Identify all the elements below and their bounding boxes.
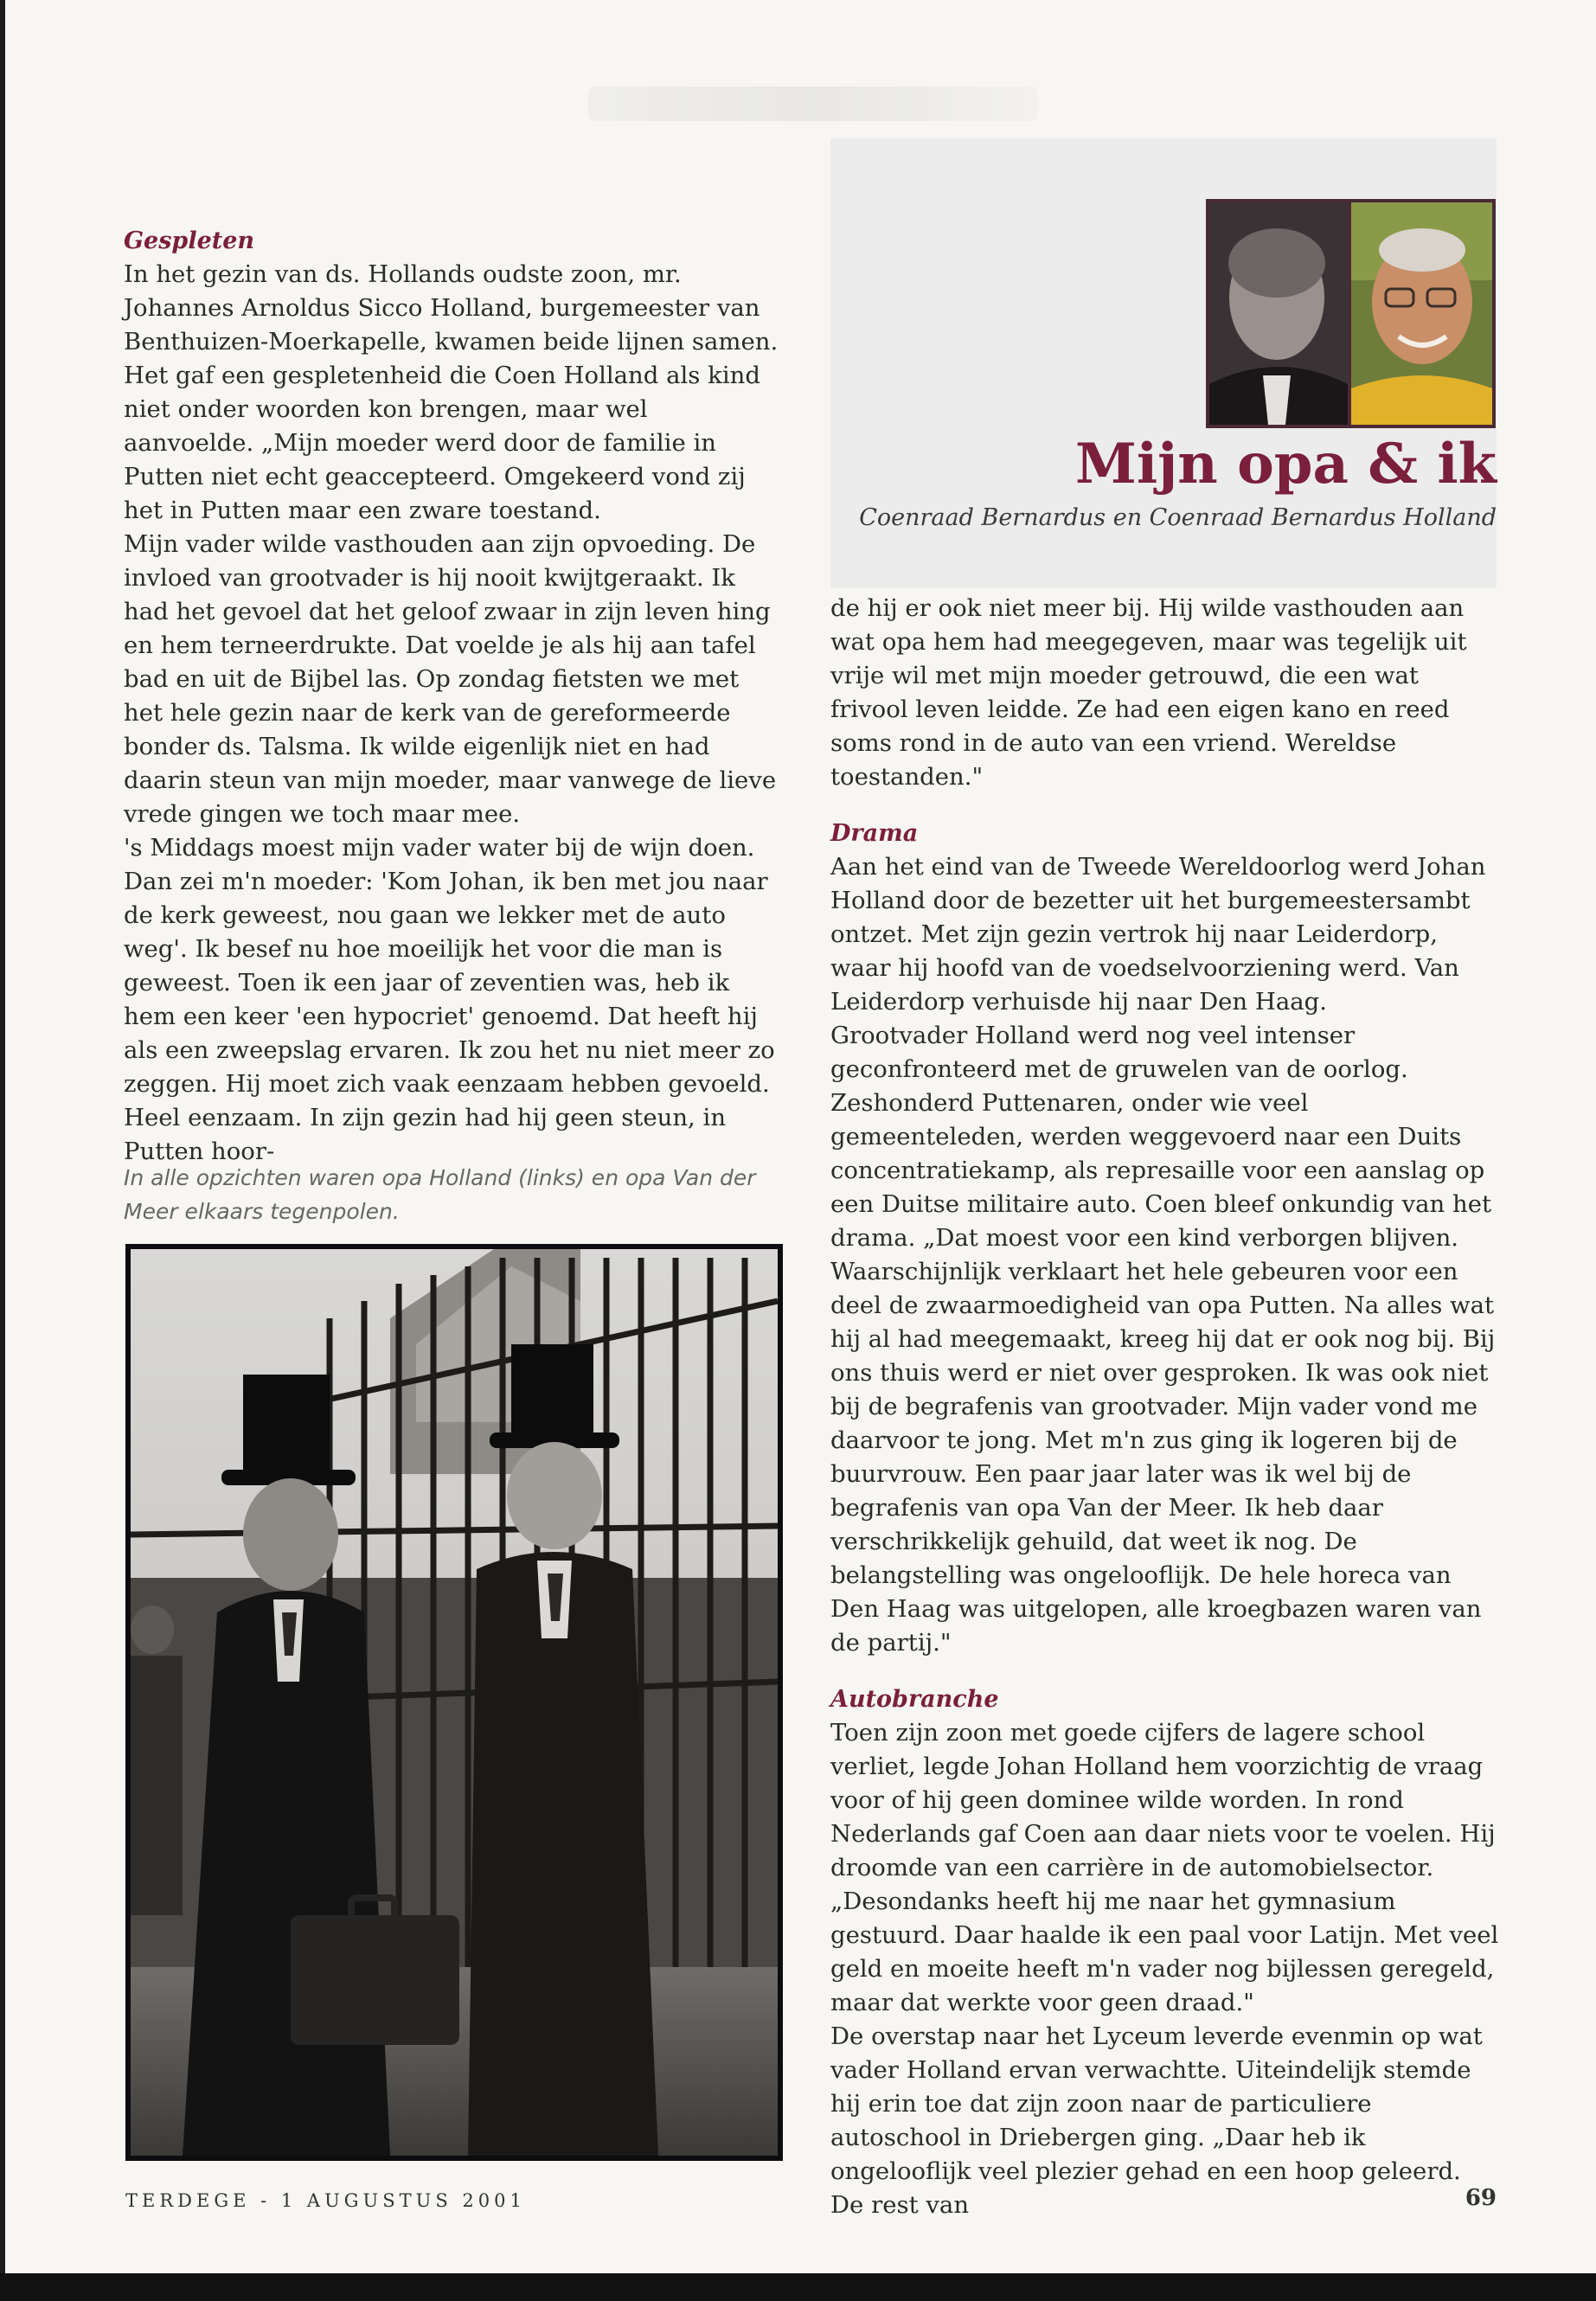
body-paragraph: Mijn vader wilde vasthouden aan zijn opvoeding. De invloed van grootvader is hij nooit kwijtgeraakt. Ik had het gevoel dat het geloof zwaar in zijn leven hing en hem terneerdrukte. Dat voelde je als hij aan tafel bad en uit de Bijbel las. Op zondag fietsten we met het hele gezin naar de kerk van de gereformeerde bonder ds. Talsma. Ik wilde eigenlijk niet en had daarin steun van mijn moeder, maar vanwege de lieve vrede gingen we toch maar mee. — [124, 530, 777, 828]
scan-edge-left — [0, 0, 5, 2301]
portraits-header — [1206, 199, 1496, 428]
body-paragraph: de hij er ook niet meer bij. Hij wilde vasthouden aan wat opa hem had meegegeven, maar was tegelijk uit vrije wil met mijn moeder getrouwd, die een wat frivool leven leidde. Ze had een eigen kano en reed soms rond in de auto van een vriend. Wereldse toestanden." — [830, 594, 1467, 791]
article-title: Mijn opa & ik — [1074, 432, 1497, 497]
page-number: 69 — [1465, 2185, 1497, 2211]
footer-publication: TERDEGE - 1 AUGUSTUS 2001 — [125, 2190, 526, 2211]
spacer — [830, 794, 1501, 817]
section-heading-gespleten: Gespleten — [124, 228, 255, 254]
portrait-grandson — [1351, 202, 1492, 425]
historic-photo — [125, 1244, 783, 2161]
article-subtitle: Coenraad Bernardus en Coenraad Bernardus Holland — [859, 504, 1497, 531]
faded-running-header — [588, 87, 1038, 121]
portrait-grandfather — [1209, 202, 1348, 425]
body-paragraph: In het gezin van ds. Hollands oudste zoon, mr. Johannes Arnoldus Sicco Holland, burgemeester van Benthuizen-Moerkapelle, kwamen beide lijnen samen. Het gaf een gespletenheid die Coen Holland als kind niet onder woorden kon brengen, maar wel aanvoelde. „Mijn moeder werd door de familie in Putten niet echt geaccepteerd. Omgekeerd vond zij het in Putten maar een zware toestand. — [124, 260, 779, 524]
body-paragraph: Aan het eind van de Tweede Wereldoorlog werd Johan Holland door de bezetter uit het burgemeestersambt ontzet. Met zijn gezin vertrok hij naar Leiderdorp, waar hij hoofd van de voedselvoorziening werd. Van Leiderdorp verhuisde hij naar Den Haag. — [830, 853, 1486, 1016]
body-paragraph: De overstap naar het Lyceum leverde evenmin op wat vader Holland ervan verwachtte. Uiteindelijk stemde hij erin toe dat zijn zoon naar de particuliere autoschool in Driebergen ging. „Daar heb ik ongelooflijk veel plezier gehad en een hoop geleerd. De rest van — [830, 2022, 1483, 2219]
two-men-in-top-hats-image — [131, 1249, 778, 2156]
spacer — [830, 1660, 1501, 1682]
section-heading-drama: Drama — [830, 820, 919, 847]
photo-caption: In alle opzichten waren opa Holland (links) en opa Van der Meer elkaars tegenpolen. — [124, 1165, 756, 1224]
left-column — [124, 224, 783, 1169]
scan-edge-bottom — [0, 2273, 1596, 2301]
section-heading-autobranche: Autobranche — [830, 1686, 999, 1713]
body-paragraph: Grootvader Holland werd nog veel intenser geconfronteerd met de gruwelen van de oorlog. Zeshonderd Puttenaren, onder wie veel gemeenteleden, werden weggevoerd naar een Duits concentratiekamp, als represaille voor een aanslag op een Duitse militaire auto. Coen bleef onkundig van het drama. „Dat moest voor een kind verborgen blijven. Waarschijnlijk verklaart het hele gebeuren voor een deel de zwaarmoedigheid van opa Putten. Na alles wat hij al had meegemaakt, kreeg hij dat er ook nog bij. Bij ons thuis werd er niet over gesproken. Ik was ook niet bij de begrafenis van grootvader. Mijn vader vond me daarvoor te jong. Met m'n zus ging ik logeren bij de buurvrouw. Een paar jaar later was ik wel bij de begrafenis van opa Van der Meer. Ik heb daar verschrikkelijk gehuild, dat weet ik nog. De belangstelling was ongelooflijk. De hele horeca van Den Haag was uitgelopen, alle kroegbazen waren van de partij." — [830, 1022, 1496, 1657]
body-paragraph: Toen zijn zoon met goede cijfers de lagere school verliet, legde Johan Holland hem voorzichtig de vraag voor of hij geen dominee wilde worden. In rond Nederlands gaf Coen aan daar niets voor te voelen. Hij droomde van een carrière in de automobielsector. „Desondanks heeft hij me naar het gymnasium gestuurd. Daar haalde ik een paal voor Latijn. Met veel geld en moeite heeft m'n vader nog bijlessen geregeld, maar dat werkte voor geen draad." — [830, 1719, 1499, 2016]
body-paragraph: 's Middags moest mijn vader water bij de wijn doen. Dan zei m'n moeder: 'Kom Johan, ik ben met jou naar de kerk geweest, nou gaan we lekker met de auto weg'. Ik besef nu hoe moeilijk het voor die man is geweest. Toen ik een jaar of zeventien was, heb ik hem een keer 'een hypocriet' genoemd. Dat heeft hij als een zweepslag ervaren. Ik zou het nu niet meer zo zeggen. Hij moet zich vaak eenzaam hebben gevoeld. Heel eenzaam. In zijn gezin had hij geen steun, in Putten hoor- — [124, 834, 775, 1165]
right-column — [830, 592, 1501, 2222]
